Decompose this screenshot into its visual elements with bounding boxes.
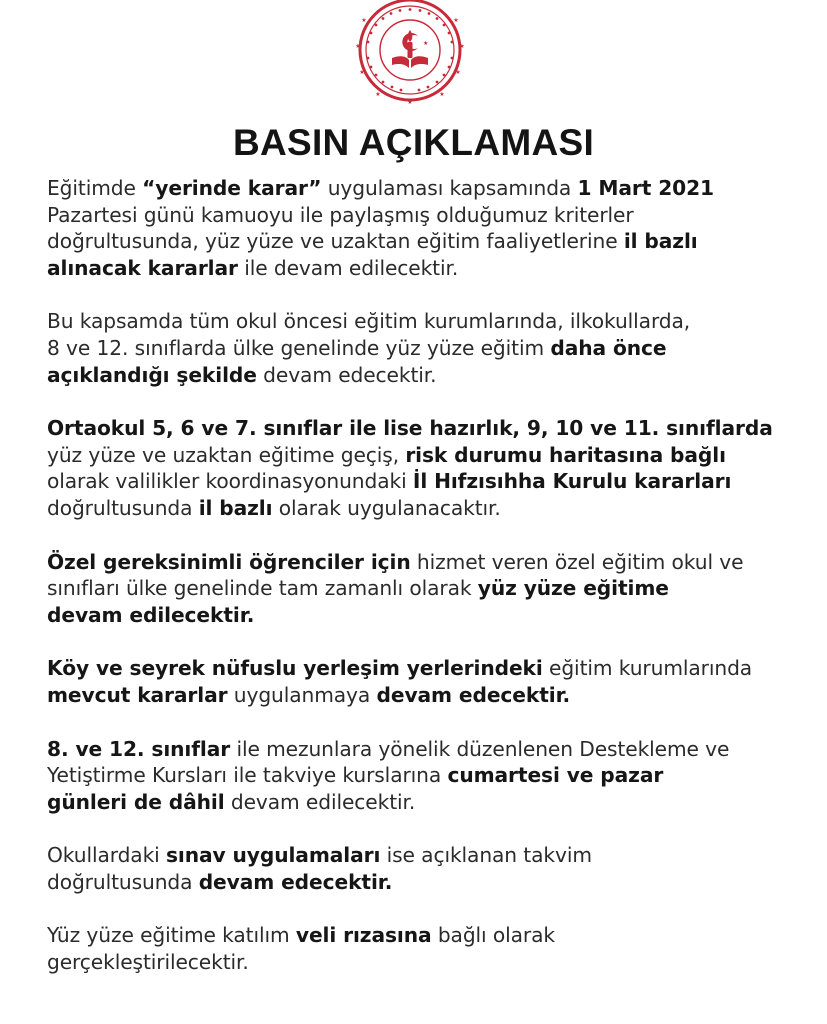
svg-text:★: ★	[359, 69, 365, 76]
bold-text: devam edecektir.	[376, 682, 571, 707]
bold-text: risk durumu haritasına bağlı	[405, 442, 726, 467]
bold-text: Ortaokul 5, 6 ve 7. sınıflar ile lise hazırlık, 9, 10 ve 11. sınıflarda	[47, 416, 773, 441]
text-run: uygulanmaya	[227, 682, 377, 707]
paragraph-destekleme-kurslari	[47, 736, 807, 816]
text-run: hizmet veren özel eğitim okul ve	[410, 549, 744, 574]
svg-text:★: ★	[361, 17, 367, 24]
text-run: doğrultusunda	[47, 869, 199, 894]
bold-text: Köy ve seyrek nüfuslu yerleşim yerlerindeki	[47, 656, 543, 681]
paragraph-okul-oncesi	[47, 308, 807, 388]
bold-text: alınacak kararlar	[47, 255, 238, 280]
text-run: Okullardaki	[47, 843, 166, 868]
text-run: olarak uygulanacaktır.	[272, 495, 501, 520]
bold-text: yüz yüze eğitime	[477, 576, 669, 601]
paragraph-sinav-uygulamalari	[47, 842, 807, 895]
bold-text: cumartesi ve pazar	[447, 763, 664, 788]
text-run: 8 ve 12. sınıflarda ülke genelinde yüz yüze eğitim	[47, 335, 551, 360]
paragraph-line	[47, 202, 807, 229]
paragraph-line	[47, 789, 807, 816]
bold-text: il bazlı	[623, 229, 698, 254]
paragraph-line	[47, 869, 807, 896]
paragraph-line	[47, 842, 807, 869]
text-run: Pazartesi günü kamuoyu ile paylaşmış olduğumuz kriterler	[47, 202, 634, 227]
bold-text: İl Hıfzısıhha Kurulu kararları	[412, 469, 732, 494]
bold-text: “yerinde karar”	[142, 176, 322, 200]
ministry-seal	[348, 0, 472, 108]
paragraph-line	[47, 255, 807, 282]
paragraph-line	[47, 442, 807, 469]
paragraph-yerinde-karar	[47, 175, 807, 281]
paragraph-line	[47, 175, 807, 202]
paragraph-line	[47, 415, 807, 442]
svg-text:★: ★	[455, 69, 461, 76]
bold-text: günleri de dâhil	[47, 789, 225, 814]
bold-text: veli rızasına	[295, 923, 432, 948]
paragraph-line	[47, 762, 807, 789]
paragraph-koy-seyrek-nufuslu	[47, 655, 807, 708]
paragraph-line	[47, 228, 807, 255]
text-run: uygulaması kapsamında	[321, 176, 578, 200]
document-title: BASIN AÇIKLAMASI	[232, 122, 595, 163]
text-run: devam edecektir.	[256, 362, 437, 387]
paragraph-line	[47, 549, 807, 576]
bold-text: sınav uygulamaları	[166, 843, 381, 868]
paragraph-line	[47, 308, 807, 335]
text-run: ile devam edilecektir.	[237, 255, 459, 280]
text-run: sınıfları ülke genelinde tam zamanlı olarak	[47, 576, 478, 601]
paragraph-ortaokul-lise	[47, 415, 807, 521]
svg-text:★: ★	[423, 40, 429, 47]
document-body	[47, 175, 807, 1003]
bold-text: il bazlı	[198, 495, 273, 520]
bold-text: devam edilecektir.	[47, 602, 255, 627]
paragraph-ozel-gereksinimli	[47, 549, 807, 629]
text-run: yüz yüze ve uzaktan eğitime geçiş,	[47, 442, 406, 467]
svg-text:★: ★	[375, 91, 381, 98]
text-run: gerçekleştirilecektir.	[47, 950, 249, 975]
svg-text:★: ★	[355, 43, 361, 50]
text-run: Yüz yüze eğitime katılım	[47, 923, 296, 948]
svg-text:★: ★	[459, 43, 465, 50]
paragraph-line	[47, 736, 807, 763]
text-run: Yetiştirme Kursları ile takviye kurslarına	[47, 763, 448, 788]
paragraph-line	[47, 682, 807, 709]
paragraph-line	[47, 949, 807, 976]
bold-text: 1 Mart 2021	[577, 176, 715, 200]
svg-text:★: ★	[407, 99, 413, 106]
text-run: doğrultusunda, yüz yüze ve uzaktan eğitim faaliyetlerine	[47, 229, 624, 254]
paragraph-line	[47, 655, 807, 682]
text-run: ise açıklanan takvim	[380, 843, 592, 868]
text-run: eğitim kurumlarında	[542, 656, 753, 681]
paragraph-line	[47, 335, 807, 362]
text-run: Bu kapsamda tüm okul öncesi eğitim kurumlarında, ilkokullarda,	[47, 309, 691, 334]
bold-text: mevcut kararlar	[47, 682, 228, 707]
text-run: doğrultusunda	[47, 495, 199, 520]
paragraph-line	[47, 468, 807, 495]
text-run: ile mezunlara yönelik düzenlenen Destekleme ve	[230, 736, 730, 761]
svg-text:★: ★	[439, 91, 445, 98]
paragraph-line	[47, 362, 807, 389]
paragraph-veli-rizasi	[47, 922, 807, 975]
text-run: olarak valilikler koordinasyonundaki	[47, 469, 413, 494]
bold-text: devam edecektir.	[198, 869, 393, 894]
paragraph-line	[47, 922, 807, 949]
bold-text: açıklandığı şekilde	[47, 362, 257, 387]
text-run: Eğitimde	[47, 176, 143, 200]
bold-text: 8. ve 12. sınıflar	[47, 736, 231, 761]
bold-text: Özel gereksinimli öğrenciler için	[47, 549, 411, 574]
paragraph-line	[47, 602, 807, 629]
bold-text: daha önce	[550, 335, 667, 360]
paragraph-line	[47, 495, 807, 522]
paragraph-line	[47, 575, 807, 602]
ministry-seal-icon	[348, 0, 472, 108]
text-run: bağlı olarak	[431, 923, 555, 948]
text-run: devam edilecektir.	[224, 789, 416, 814]
svg-text:★: ★	[453, 17, 459, 24]
